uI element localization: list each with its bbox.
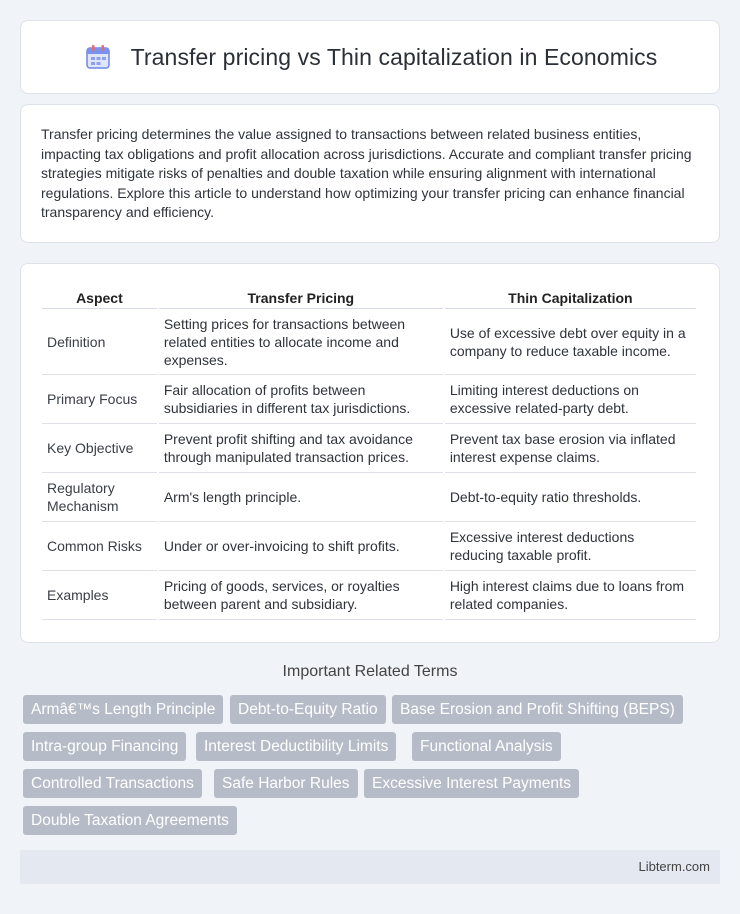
- related-term-tag[interactable]: Debt-to-Equity Ratio: [230, 695, 386, 724]
- footer-brand-link[interactable]: Libterm.com: [638, 859, 710, 874]
- related-term-tag[interactable]: Armâ€™s Length Principle: [23, 695, 223, 724]
- table-row: [42, 522, 696, 571]
- row-transfer-pricing: Setting prices for transactions between related entities to allocate income and expenses.: [159, 309, 443, 375]
- title-card: [20, 20, 720, 94]
- page-title: Transfer pricing vs Thin capitalization in Economics: [130, 43, 658, 70]
- table-row: [42, 375, 696, 424]
- header-aspect: Aspect: [42, 284, 157, 309]
- related-term-tag[interactable]: Interest Deductibility Limits: [196, 732, 396, 761]
- comparison-card: [20, 263, 720, 643]
- related-term-tag[interactable]: Base Erosion and Profit Shifting (BEPS): [392, 695, 683, 724]
- header-thin-capitalization: Thin Capitalization: [445, 284, 696, 309]
- row-transfer-pricing: Arm's length principle.: [159, 473, 443, 522]
- related-term-tag[interactable]: Double Taxation Agreements: [23, 806, 237, 835]
- table-row: [42, 309, 696, 375]
- related-term-tag[interactable]: Safe Harbor Rules: [214, 769, 358, 798]
- related-term-tag[interactable]: Intra-group Financing: [23, 732, 186, 761]
- row-thin-capitalization: High interest claims due to loans from related companies.: [445, 571, 696, 620]
- row-aspect: Common Risks: [42, 522, 157, 571]
- table-row: [42, 571, 696, 620]
- related-terms-title: Important Related Terms: [282, 663, 458, 680]
- row-transfer-pricing: Fair allocation of profits between subsidiaries in different tax jurisdictions.: [159, 375, 443, 424]
- row-thin-capitalization: Prevent tax base erosion via inflated interest expense claims.: [445, 424, 696, 473]
- intro-card: [20, 104, 720, 243]
- row-thin-capitalization: Excessive interest deductions reducing taxable profit.: [445, 522, 696, 571]
- row-thin-capitalization: Limiting interest deductions on excessive related-party debt.: [445, 375, 696, 424]
- calendar-icon: [83, 42, 113, 72]
- table-row: [42, 424, 696, 473]
- row-aspect: Regulatory Mechanism: [42, 473, 157, 522]
- row-thin-capitalization: Debt-to-equity ratio thresholds.: [445, 473, 696, 522]
- row-aspect: Key Objective: [42, 424, 157, 473]
- header-transfer-pricing: Transfer Pricing: [159, 284, 443, 309]
- comparison-table: [40, 284, 698, 620]
- table-header-row: [42, 284, 696, 309]
- row-aspect: Definition: [42, 309, 157, 375]
- row-transfer-pricing: Prevent profit shifting and tax avoidance through manipulated transaction prices.: [159, 424, 443, 473]
- row-thin-capitalization: Use of excessive debt over equity in a company to reduce taxable income.: [445, 309, 696, 375]
- row-aspect: Examples: [42, 571, 157, 620]
- footer: [20, 850, 720, 884]
- related-term-tag[interactable]: Excessive Interest Payments: [364, 769, 579, 798]
- related-term-tag[interactable]: Controlled Transactions: [23, 769, 202, 798]
- intro-text: Transfer pricing determines the value assigned to transactions between related business entities, impacting tax obligations and profit allocation across jurisdictions. Accurate and compliant transfer pricing strategies mitigate risks of penalties and double taxation while ensuring alignment with international regulations. Explore this article to understand how optimizing your transfer pricing can enhance financial transparency and efficiency.: [41, 126, 692, 220]
- row-transfer-pricing: Pricing of goods, services, or royalties between parent and subsidiary.: [159, 571, 443, 620]
- table-row: [42, 473, 696, 522]
- row-aspect: Primary Focus: [42, 375, 157, 424]
- related-term-tag[interactable]: Functional Analysis: [412, 732, 561, 761]
- row-transfer-pricing: Under or over-invoicing to shift profits.: [159, 522, 443, 571]
